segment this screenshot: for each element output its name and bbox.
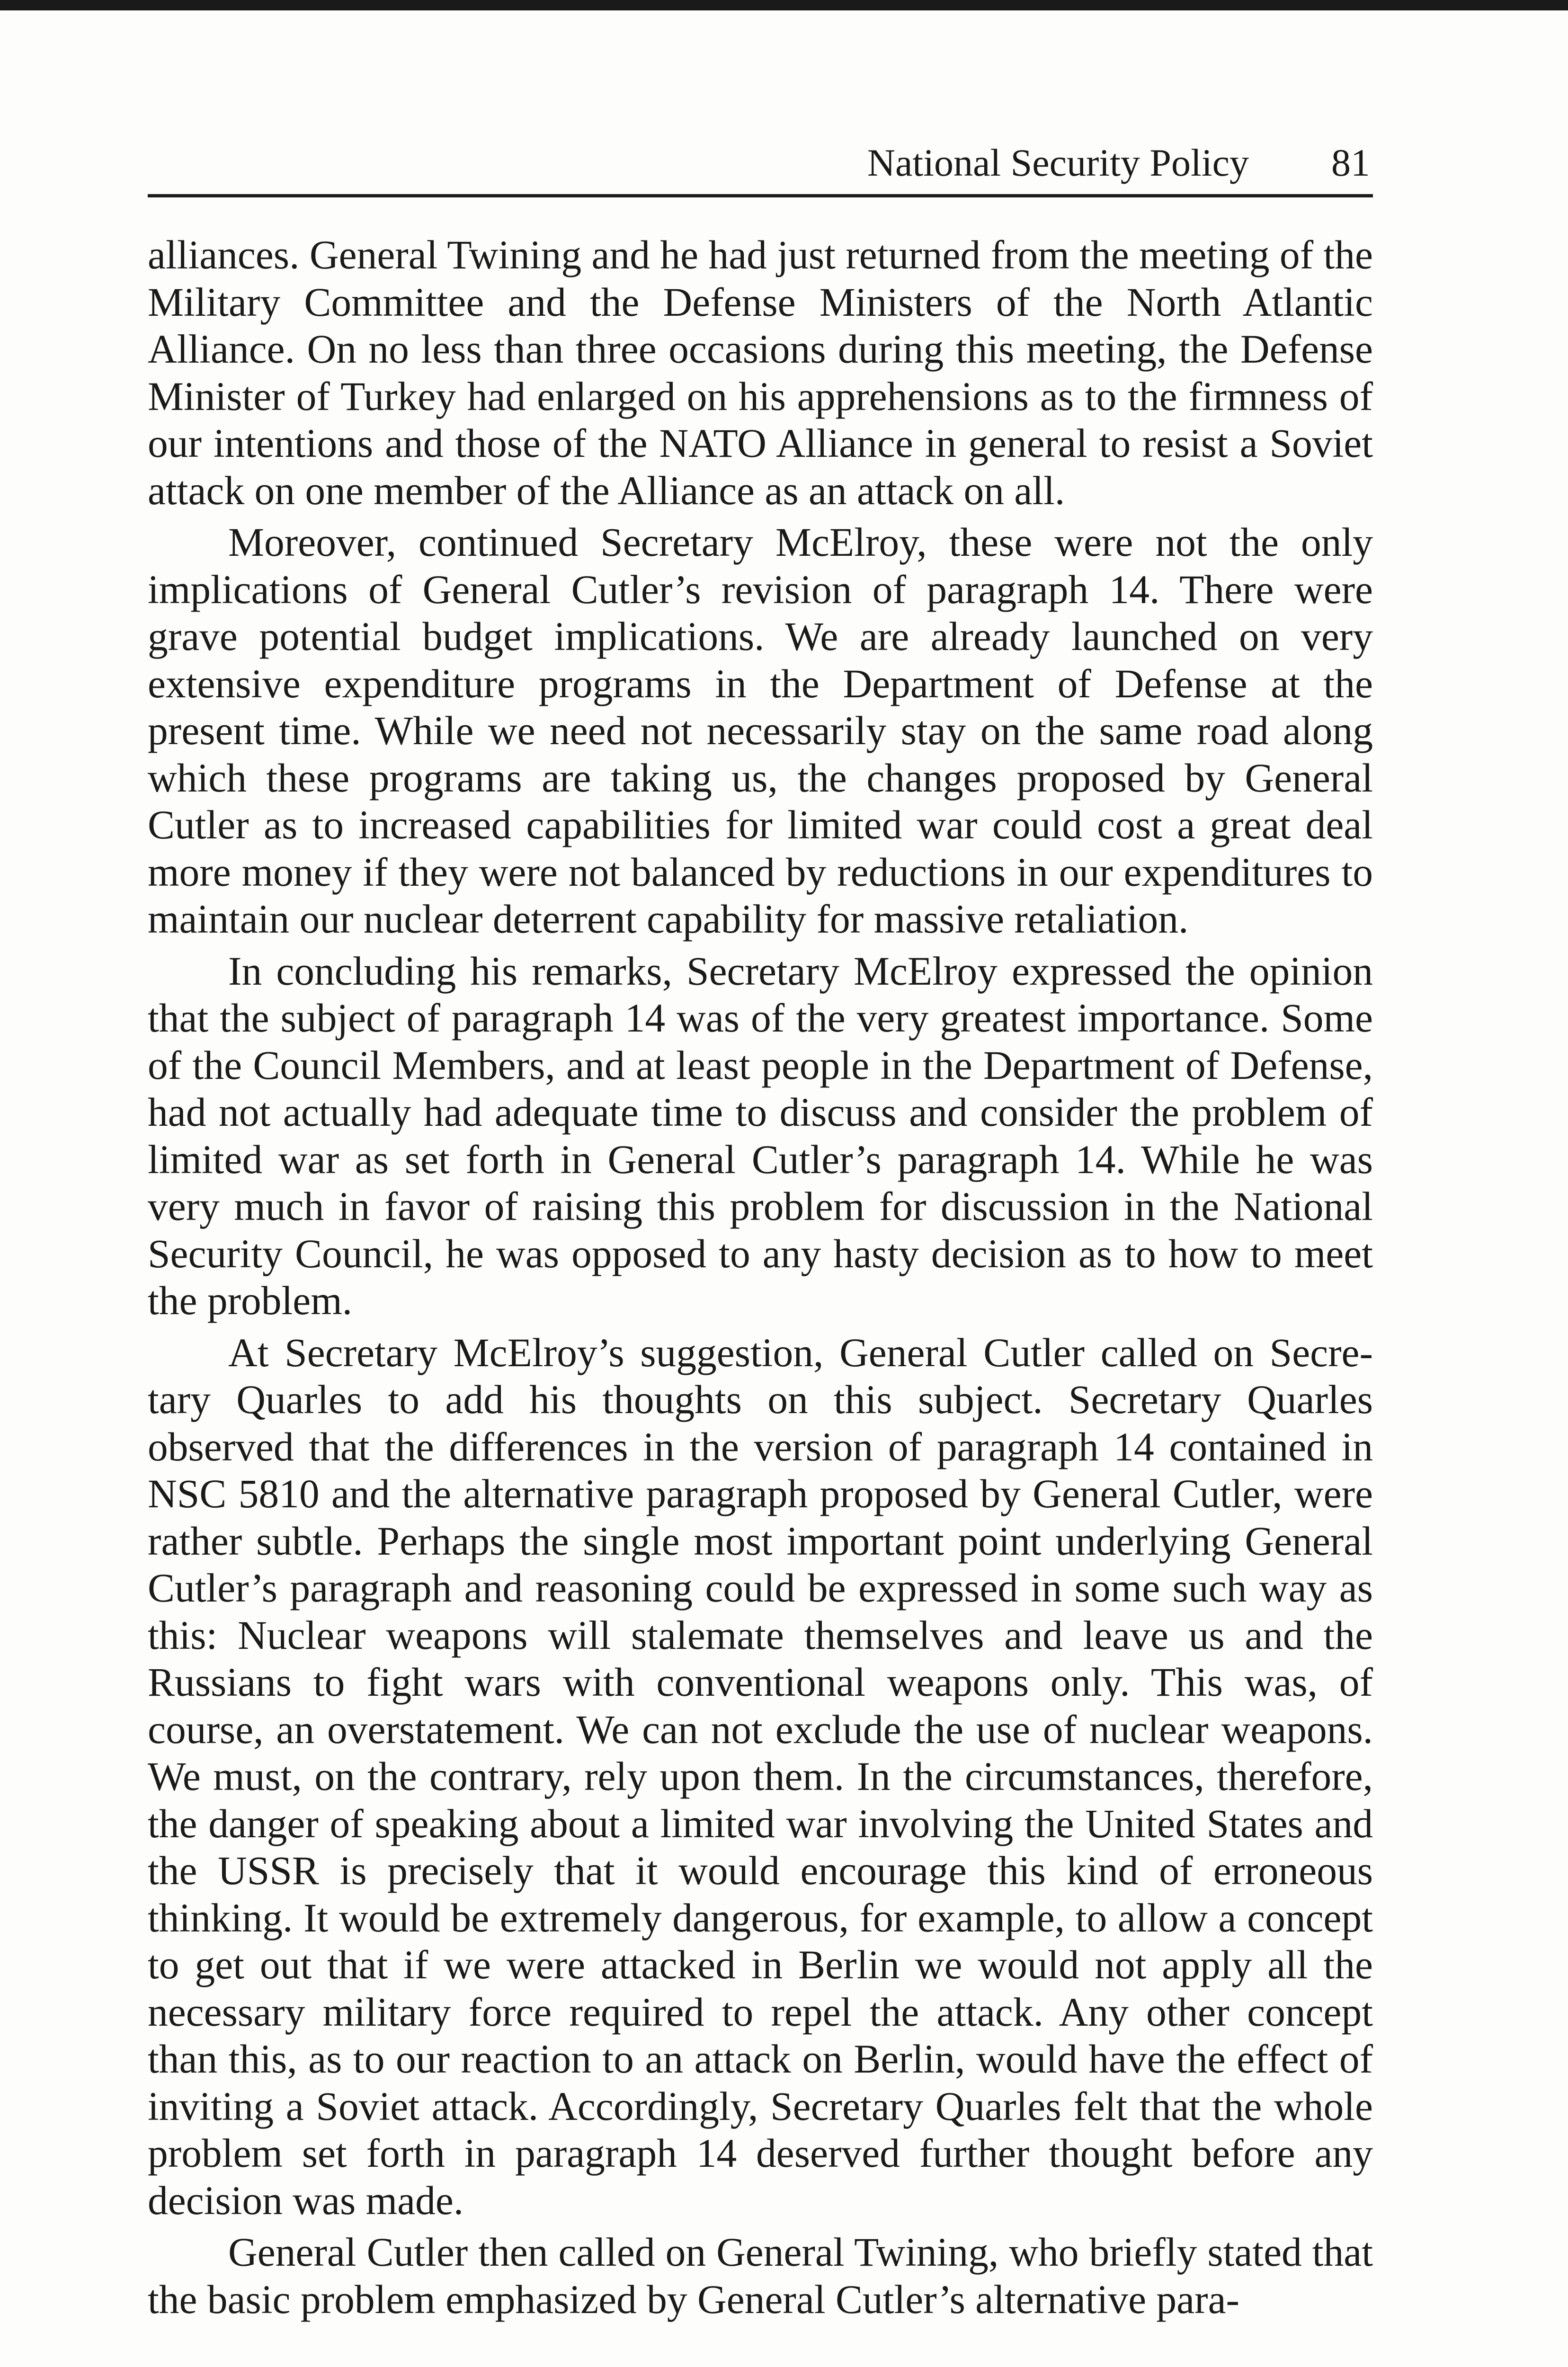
header-title: National Security Policy (867, 141, 1249, 184)
body-text (148, 232, 1373, 2328)
scan-top-edge (0, 0, 1568, 10)
paragraph: In concluding his remarks, Secretary McElroy expressed the opinion that the subject of paragraph 14 was of the very greatest importance. Some of the Council Members, and at least people in the Department of Defense, had not actually had adequate time to discuss and consider the problem of limited war as set forth in General Cutler’s paragraph 14. While he was very much in favor of raising this problem for discussion in the National Security Council, he was opposed to any hasty decision as to how to meet the problem. (148, 949, 1373, 1323)
running-header (148, 137, 1373, 197)
paragraph-continued: alliances. General Twining and he had just returned from the meeting of the Military Committee and the Defense Ministers of the North Atlantic Alliance. On no less than three occasions during this meeting, the Defense Minister of Turkey had enlarged on his apprehensions as to the firmness of our intentions and those of the NATO Alliance in general to resist a Soviet attack on one member of the Alliance as an attack on all. (148, 233, 1373, 513)
paragraph: Moreover, continued Secretary McElroy, these were not the only implications of General Cutler’s revision of paragraph 14. There were grave potential budget implications. We are already launched on very extensive expenditure programs in the Department of Defense at the present time. While we need not necessarily stay on the same road along which these programs are taking us, the changes proposed by General Cutler as to increased capabilities for limited war could cost a great deal more money if they were not balanced by reductions in our expenditures to maintain our nuclear deterrent capability for massive retaliation. (148, 520, 1373, 942)
paragraph: At Secretary McElroy’s suggestion, General Cutler called on Secretary Quarles to add his thoughts on this subject. Secretary Quarles observed that the differences in the version of paragraph 14 contained in NSC 5810 and the alternative paragraph proposed by General Cutler, were rather subtle. Perhaps the single most important point underlying General Cutler’s paragraph and reasoning could be expressed in some such way as this: Nuclear weapons will stalemate themselves and leave us and the Russians to fight wars with conventional weapons only. This was, of course, an overstatement. We can not exclude the use of nuclear weapons. We must, on the contrary, rely upon them. In the circumstances, therefore, the danger of speaking about a limited war involving the United States and the USSR is precisely that it would encourage this kind of erroneous thinking. It would be extremely dangerous, for example, to allow a concept to get out that if we were attacked in Berlin we would not apply all the necessary military force required to repel the attack. Any other concept than this, as to our reaction to an attack on Berlin, would have the effect of inviting a Soviet attack. Accordingly, Secretary Quarles felt that the whole problem set forth in paragraph 14 deserved further thought before any decision was made. (148, 1330, 1373, 2223)
paragraph-last: General Cutler then called on General Twining, who briefly stated that the basic problem emphasized by General Cutler’s alternative para- (148, 2230, 1373, 2322)
page-number: 81 (1331, 141, 1370, 184)
